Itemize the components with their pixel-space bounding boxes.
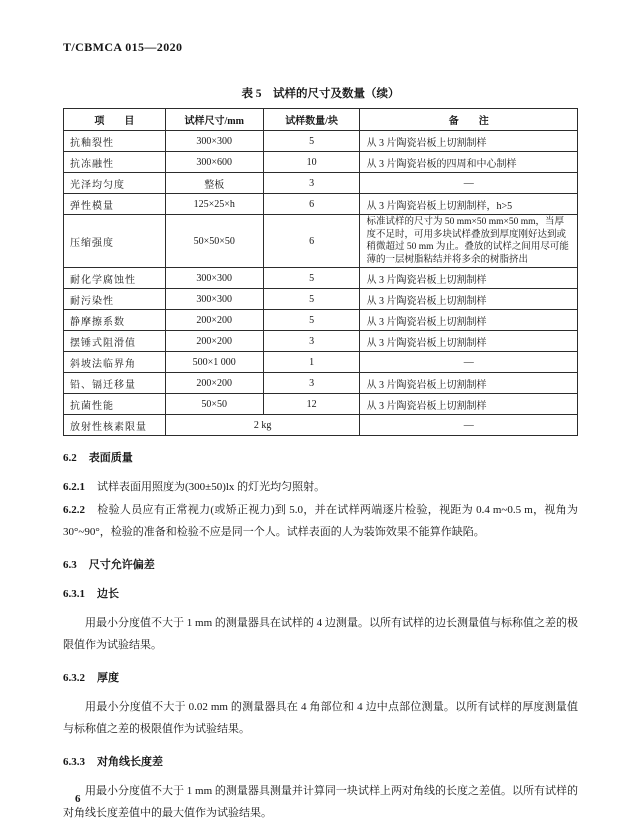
page-content: [63, 40, 578, 836]
body-paragraph: 用最小分度值不大于 1 mm 的测量器具测量并计算同一块试样上两对角线的长度之差值。以所有试样的对角线长度差值中的最大值作为试验结果。: [63, 785, 578, 819]
table-cell: —: [360, 352, 578, 373]
table-cell: 10: [263, 152, 360, 173]
table-cell: 5: [263, 289, 360, 310]
table-cell: 从 3 片陶瓷岩板的四周和中心制样: [360, 152, 578, 173]
table-cell: 耐污染性: [64, 289, 166, 310]
section-heading: [63, 556, 578, 572]
table-cell: 从 3 片陶瓷岩板上切割制样: [360, 310, 578, 331]
table-cell: 抗釉裂性: [64, 131, 166, 152]
table-cell: 300×600: [165, 152, 263, 173]
table-cell: 从 3 片陶瓷岩板上切割制样: [360, 331, 578, 352]
clause-number: 6.2.2: [63, 504, 85, 516]
table-cell: —: [360, 415, 578, 436]
table-cell: 整板: [165, 173, 263, 194]
table-cell: 6: [263, 215, 360, 268]
table-row: [64, 194, 578, 215]
table-row: [64, 289, 578, 310]
doc-number: T/CBMCA 015—2020: [63, 40, 183, 54]
specimen-table: [63, 108, 578, 436]
table-cell: 200×200: [165, 331, 263, 352]
table-cell: 放射性核素限量: [64, 415, 166, 436]
table-title: 表 5 试样的尺寸及数量（续）: [241, 88, 400, 100]
table-cell: 弹性模量: [64, 194, 166, 215]
table-row: [64, 352, 578, 373]
table-row: [64, 131, 578, 152]
table-cell: 500×1 000: [165, 352, 263, 373]
table-body: [64, 131, 578, 436]
table-cell: 50×50: [165, 394, 263, 415]
table-cell: 从 3 片陶瓷岩板上切割制样: [360, 373, 578, 394]
table-cell: 300×300: [165, 268, 263, 289]
table-cell: —: [360, 173, 578, 194]
table-header-cell: 项 目: [64, 109, 166, 131]
table-row: [64, 268, 578, 289]
table-cell: 5: [263, 131, 360, 152]
table-cell: 1: [263, 352, 360, 373]
clause-paragraph: 6.2.1 试样表面用照度为(300±50)lx 的灯光均匀照射。: [63, 481, 326, 493]
section-number: 6.3.2: [63, 672, 85, 684]
table-header-cell: 试样尺寸/mm: [165, 109, 263, 131]
section-number: 6.3: [63, 559, 77, 571]
table-cell: 3: [263, 331, 360, 352]
table-cell: 200×200: [165, 373, 263, 394]
table-cell: 从 3 片陶瓷岩板上切割制样: [360, 394, 578, 415]
section-title: 厚度: [97, 672, 119, 684]
subsection-heading: [63, 753, 578, 769]
table-cell: 3: [263, 373, 360, 394]
table-cell: 2 kg: [165, 415, 360, 436]
table-cell: 200×200: [165, 310, 263, 331]
table-header-cell: 试样数量/块: [263, 109, 360, 131]
subsection-heading: [63, 669, 578, 685]
table-header-cell: 备 注: [360, 109, 578, 131]
table-cell: 抗菌性能: [64, 394, 166, 415]
table-cell: 50×50×50: [165, 215, 263, 268]
table-cell: 125×25×h: [165, 194, 263, 215]
table-row: [64, 394, 578, 415]
section-title: 边长: [97, 588, 119, 600]
table-cell: 耐化学腐蚀性: [64, 268, 166, 289]
table-cell: 5: [263, 268, 360, 289]
section-title: 表面质量: [88, 452, 133, 464]
table-cell: 摆锤式阻滑值: [64, 331, 166, 352]
table-cell: 6: [263, 194, 360, 215]
body-paragraph: 用最小分度值不大于 0.02 mm 的测量器具在 4 角部位和 4 边中点部位测量。以所有试样的厚度测量值与标称值之差的极限值作为试验结果。: [63, 701, 578, 735]
clause-number: 6.2.1: [63, 481, 85, 493]
table-row: [64, 310, 578, 331]
table-cell: 压缩强度: [64, 215, 166, 268]
table-cell: 12: [263, 394, 360, 415]
table-header-row: [64, 109, 578, 131]
section-number: 6.2: [63, 452, 77, 464]
clause-paragraph: 6.2.2 检验人员应有正常视力(或矫正视力)到 5.0，并在试样两端逐片检验，视距为 0.4 m~0.5 m，视角为 30°~90°，检验的准备和检验不应是同一个人。试样表面的人为装饰效果不能算作缺陷。: [63, 504, 578, 538]
section-title: 尺寸允许偏差: [88, 559, 155, 571]
table-cell: 300×300: [165, 289, 263, 310]
table-cell: 5: [263, 310, 360, 331]
table-row: [64, 373, 578, 394]
table-cell: 从 3 片陶瓷岩板上切割制样: [360, 268, 578, 289]
table-row: [64, 152, 578, 173]
table-cell: 300×300: [165, 131, 263, 152]
body-paragraph: 用最小分度值不大于 1 mm 的测量器具在试样的 4 边测量。以所有试样的边长测量值与标称值之差的极限值作为试验结果。: [63, 617, 578, 651]
table-row: [64, 331, 578, 352]
table-cell: 抗冻融性: [64, 152, 166, 173]
sections: [63, 449, 578, 824]
table-cell: 从 3 片陶瓷岩板上切割制样，h>5: [360, 194, 578, 215]
page-number: 6: [75, 793, 81, 805]
table-cell: 从 3 片陶瓷岩板上切割制样: [360, 131, 578, 152]
table-row: [64, 215, 578, 268]
section-title: 对角线长度差: [97, 756, 163, 768]
subsection-heading: [63, 585, 578, 601]
table-cell: 铅、镉迁移量: [64, 373, 166, 394]
table-cell: 斜坡法临界角: [64, 352, 166, 373]
table-cell: 标准试样的尺寸为 50 mm×50 mm×50 mm，当厚度不足时，可用多块试样叠放到厚度刚好达到或稍微超过 50 mm 为止。叠放的试样之间用尽可能薄的一层树脂粘结并将多余的树脂挤出: [360, 215, 578, 268]
table-row: [64, 415, 578, 436]
section-heading: [63, 449, 578, 465]
table-cell: 3: [263, 173, 360, 194]
table-row: [64, 173, 578, 194]
section-number: 6.3.1: [63, 588, 85, 600]
table-cell: 光泽均匀度: [64, 173, 166, 194]
table-cell: 静摩擦系数: [64, 310, 166, 331]
table-cell: 从 3 片陶瓷岩板上切割制样: [360, 289, 578, 310]
section-number: 6.3.3: [63, 756, 85, 768]
